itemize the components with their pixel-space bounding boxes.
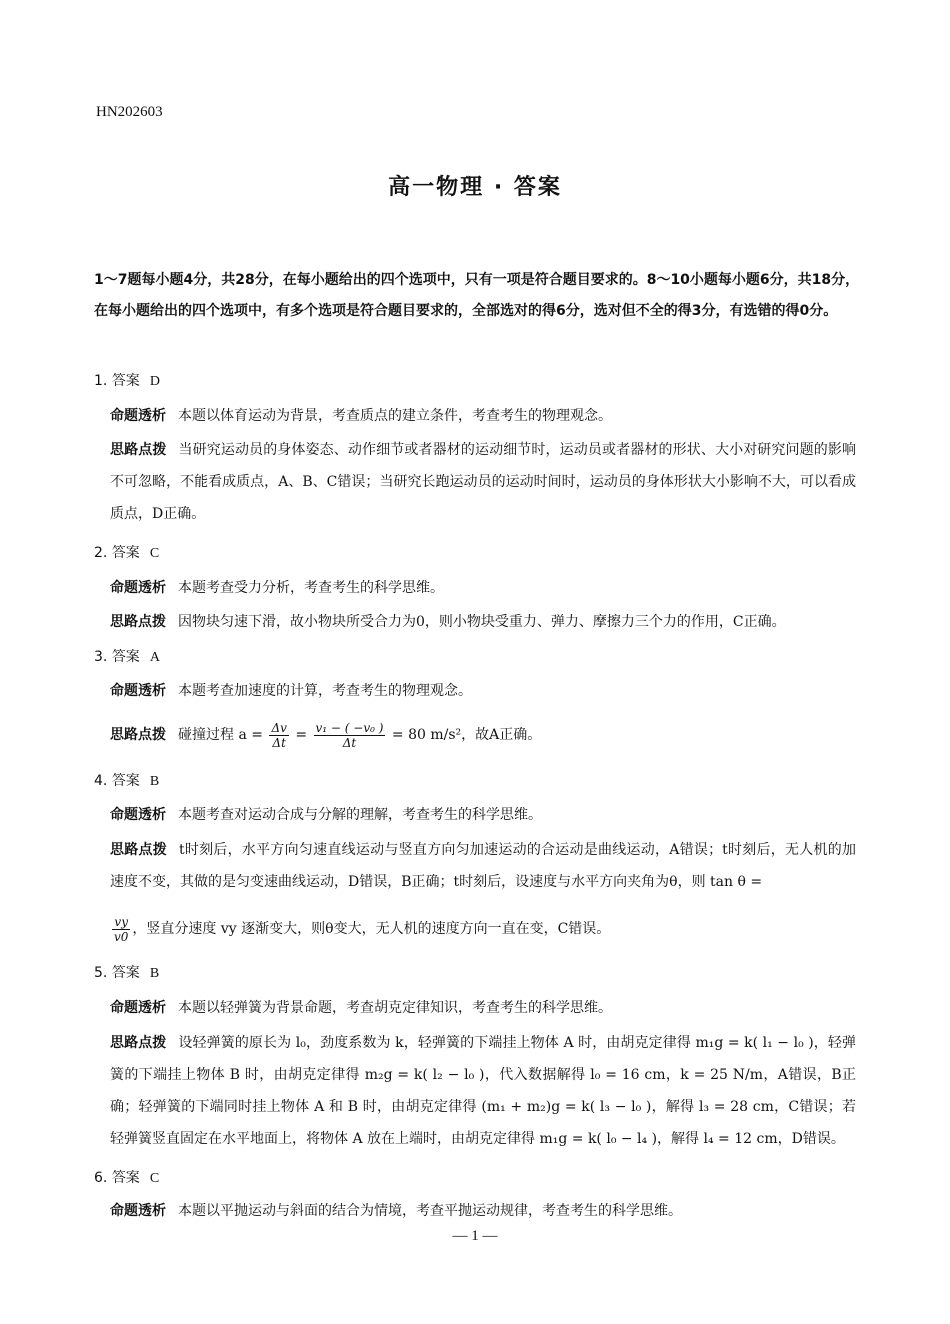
question-6-answer: 6. 答案 C (94, 1170, 160, 1186)
question-2-answer: 2. 答案 C (94, 545, 160, 561)
question-3-intent: 命题透析 本题考查加速度的计算，考查考生的物理观念。 (110, 683, 472, 699)
question-4-intent: 命题透析 本题考查对运动合成与分解的理解，考查考生的科学思维。 (110, 807, 542, 823)
question-2-intent: 命题透析 本题考查受力分析，考查考生的科学思维。 (110, 580, 444, 596)
question-5-hint: 思路点拨 设轻弹簧的原长为 l₀，劲度系数为 k，轻弹簧的下端挂上物体 A 时，由胡克定律得 m₁g = k( l₁ − l₀ )，轻弹簧的下端挂上物体 B 时，由胡克定律得 m₂g = k( l₂ − l₀ )，代入数据解得 l₀ = 16 cm，k = 25 N/m，A错误，B正确；轻弹簧的下端同时挂上物体 A 和 B 时，由胡克定律得 (m₁ + m₂)g = k( l₃ − l₀ )，解得 l₃ = 28 cm，C错误；若轻弹簧竖直固定在水平地面上，将物体 A 放在上端时，由胡克定律得 m₁g = k( l₀ − l₄ )，解得 l₄ = 12 cm，D错误。 (110, 1035, 857, 1147)
question-4-hint-continued: $\frac{vy}{v0}$ ，竖直分速度 vy 逐渐变大，则θ变大，无人机的速度方向一直在变，C错误。 (114, 914, 611, 944)
question-6-intent: 命题透析 本题以平抛运动与斜面的结合为情境，考查平抛运动规律，考查考生的科学思维。 (110, 1203, 682, 1219)
question-1-hint: 思路点拨 当研究运动员的身体姿态、动作细节或者器材的运动细节时，运动员或者器材的形状、大小对研究问题的影响不可忽略，不能看成质点，A、B、C错误；当研究长跑运动员的运动时间时，运动员的身体形状大小影响不大，可以看成质点，D正确。 (110, 442, 857, 522)
question-2-hint: 思路点拨 因物块匀速下滑，故小物块所受合力为0，则小物块受重力、弹力、摩擦力三个力的作用，C正确。 (110, 614, 786, 630)
question-4-hint: 思路点拨 t时刻后，水平方向匀速直线运动与竖直方向匀加速运动的合运动是曲线运动，A错误；t时刻后，无人机的加速度不变，其做的是匀变速曲线运动，D错误，B正确；t时刻后，设速度与水平方向夹角为θ，则 tan θ = (110, 842, 856, 890)
document-code: HN202603 (96, 104, 163, 120)
fraction-vy-over-v0: $\frac{vy}{v0}$ (114, 914, 129, 944)
question-5-answer: 5. 答案 B (94, 965, 160, 981)
fraction-velocity-change: $\frac{\text{v₁ − ( −v₀ )}}{\Delta t}$ (315, 720, 384, 750)
question-3-answer: 3. 答案 A (94, 649, 160, 665)
page-title: 高一物理 · 答案 (388, 175, 562, 200)
question-4-answer: 4. 答案 B (94, 773, 160, 789)
fraction-delta-v-over-delta-t: $\frac{\Delta v}{\Delta t}$ (271, 720, 287, 750)
question-3-hint: 思路点拨 碰撞过程 a = $\frac{\Delta v}{\Delta t}$ = $\frac{\text{v₁ − ( −v₀ )}}{\Delta t}$ = 80 m/s²，故A正确。 (110, 720, 542, 750)
section-instructions: 1～7题每小题4分，共28分，在每小题给出的四个选项中，只有一项是符合题目要求的。8～10小题每小题6分，共18分，在每小题给出的四个选项中，有多个选项是符合题目要求的，全部选对的得6分，选对但不全的得3分，有选错的得0分。 (94, 272, 860, 319)
page-number: — 1 — (452, 1228, 498, 1244)
question-1-intent: 命题透析 本题以体育运动为背景，考查质点的建立条件，考查考生的物理观念。 (110, 408, 612, 424)
question-5-intent: 命题透析 本题以轻弹簧为背景命题，考查胡克定律知识，考查考生的科学思维。 (110, 1000, 612, 1016)
question-1-answer: 1. 答案 D (94, 373, 160, 389)
